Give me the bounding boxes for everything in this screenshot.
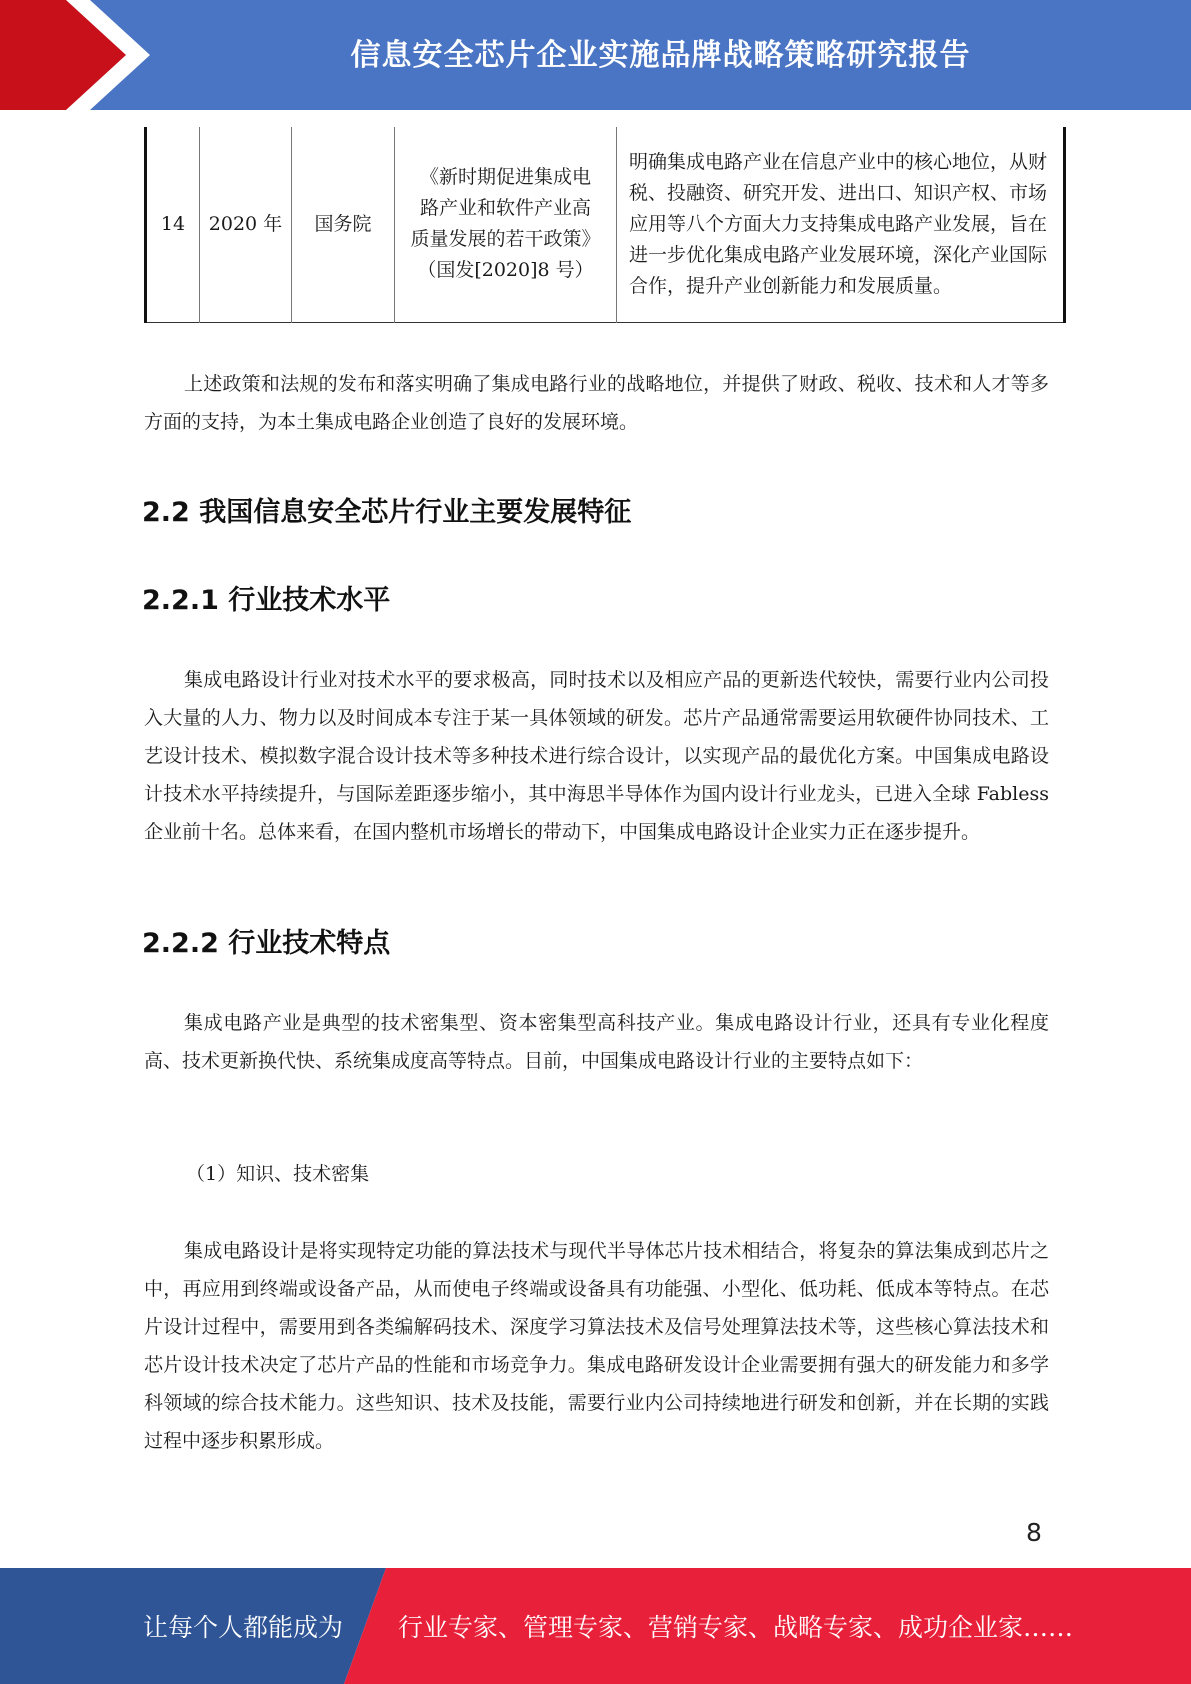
heading-2-2-1: 2.2.1 行业技术水平	[142, 585, 391, 616]
cell-issuer: 国务院	[292, 127, 395, 322]
paragraph-knowledge: 集成电路设计是将实现特定功能的算法技术与现代半导体芯片技术相结合，将复杂的算法集成到芯片之中，再应用到终端或设备产品，从而使电子终端或设备具有功能强、小型化、低功耗、低成本等特点。在芯片设计过程中，需要用到各类编解码技术、深度学习算法技术及信号处理算法技术等，这些核心算法技术和芯片设计技术决定了芯片产品的性能和市场竞争力。集成电路研发设计企业需要拥有强大的研发能力和多学科领域的综合技术能力。这些知识、技术及技能，需要行业内公司持续地进行研发和创新，并在长期的实践过程中逐步积累形成。	[144, 1240, 1049, 1452]
page-header	[0, 0, 1191, 110]
paragraph-tech-features: 集成电路产业是典型的技术密集型、资本密集型高科技产业。集成电路设计行业，还具有专业化程度高、技术更新换代快、系统集成度高等特点。目前，中国集成电路设计行业的主要特点如下：	[144, 1012, 1049, 1072]
policy-table	[144, 127, 1066, 323]
footer-slogan-right: 行业专家、管理专家、营销专家、战略专家、成功企业家……	[398, 1613, 1074, 1642]
page-number: 8	[1026, 1518, 1042, 1547]
heading-2-2: 2.2 我国信息安全芯片行业主要发展特征	[142, 497, 632, 528]
paragraph-tech-level: 集成电路设计行业对技术水平的要求极高，同时技术以及相应产品的更新迭代较快，需要行业内公司投入大量的人力、物力以及时间成本专注于某一具体领域的研发。芯片产品通常需要运用软硬件协同技术、工艺设计技术、模拟数字混合设计技术等多种技术进行综合设计，以实现产品的最优化方案。中国集成电路设计技术水平持续提升，与国际差距逐步缩小，其中海思半导体作为国内设计行业龙头，已进入全球 Fabless 企业前十名。总体来看，在国内整机市场增长的带动下，中国集成电路设计企业实力正在逐步提升。	[144, 669, 1049, 843]
list-item-knowledge: （1）知识、技术密集	[186, 1163, 370, 1185]
report-title: 信息安全芯片企业实施品牌战略策略研究报告	[350, 38, 971, 73]
paragraph-summary: 上述政策和法规的发布和落实明确了集成电路行业的战略地位，并提供了财政、税收、技术和人才等多方面的支持，为本土集成电路企业创造了良好的发展环境。	[144, 373, 1049, 433]
policy-line: 路产业和软件产业高	[419, 197, 591, 220]
page-footer	[0, 1568, 1191, 1684]
cell-year: 2020 年	[200, 127, 292, 322]
policy-line: 《新时期促进集成电	[419, 166, 591, 189]
footer-slogan-left: 让每个人都能成为	[143, 1613, 344, 1642]
cell-policy	[395, 127, 617, 322]
policy-line: （国发[2020]8 号）	[417, 259, 594, 282]
heading-2-2-2: 2.2.2 行业技术特点	[142, 928, 391, 959]
table-row	[146, 127, 1065, 322]
cell-no: 14	[146, 127, 200, 322]
cell-description: 明确集成电路产业在信息产业中的核心地位，从财税、投融资、研究开发、进出口、知识产权、市场应用等八个方面大力支持集成电路产业发展，旨在进一步优化集成电路产业发展环境，深化产业国际合作，提升产业创新能力和发展质量。	[617, 127, 1065, 322]
policy-line: 质量发展的若干政策》	[410, 228, 601, 251]
